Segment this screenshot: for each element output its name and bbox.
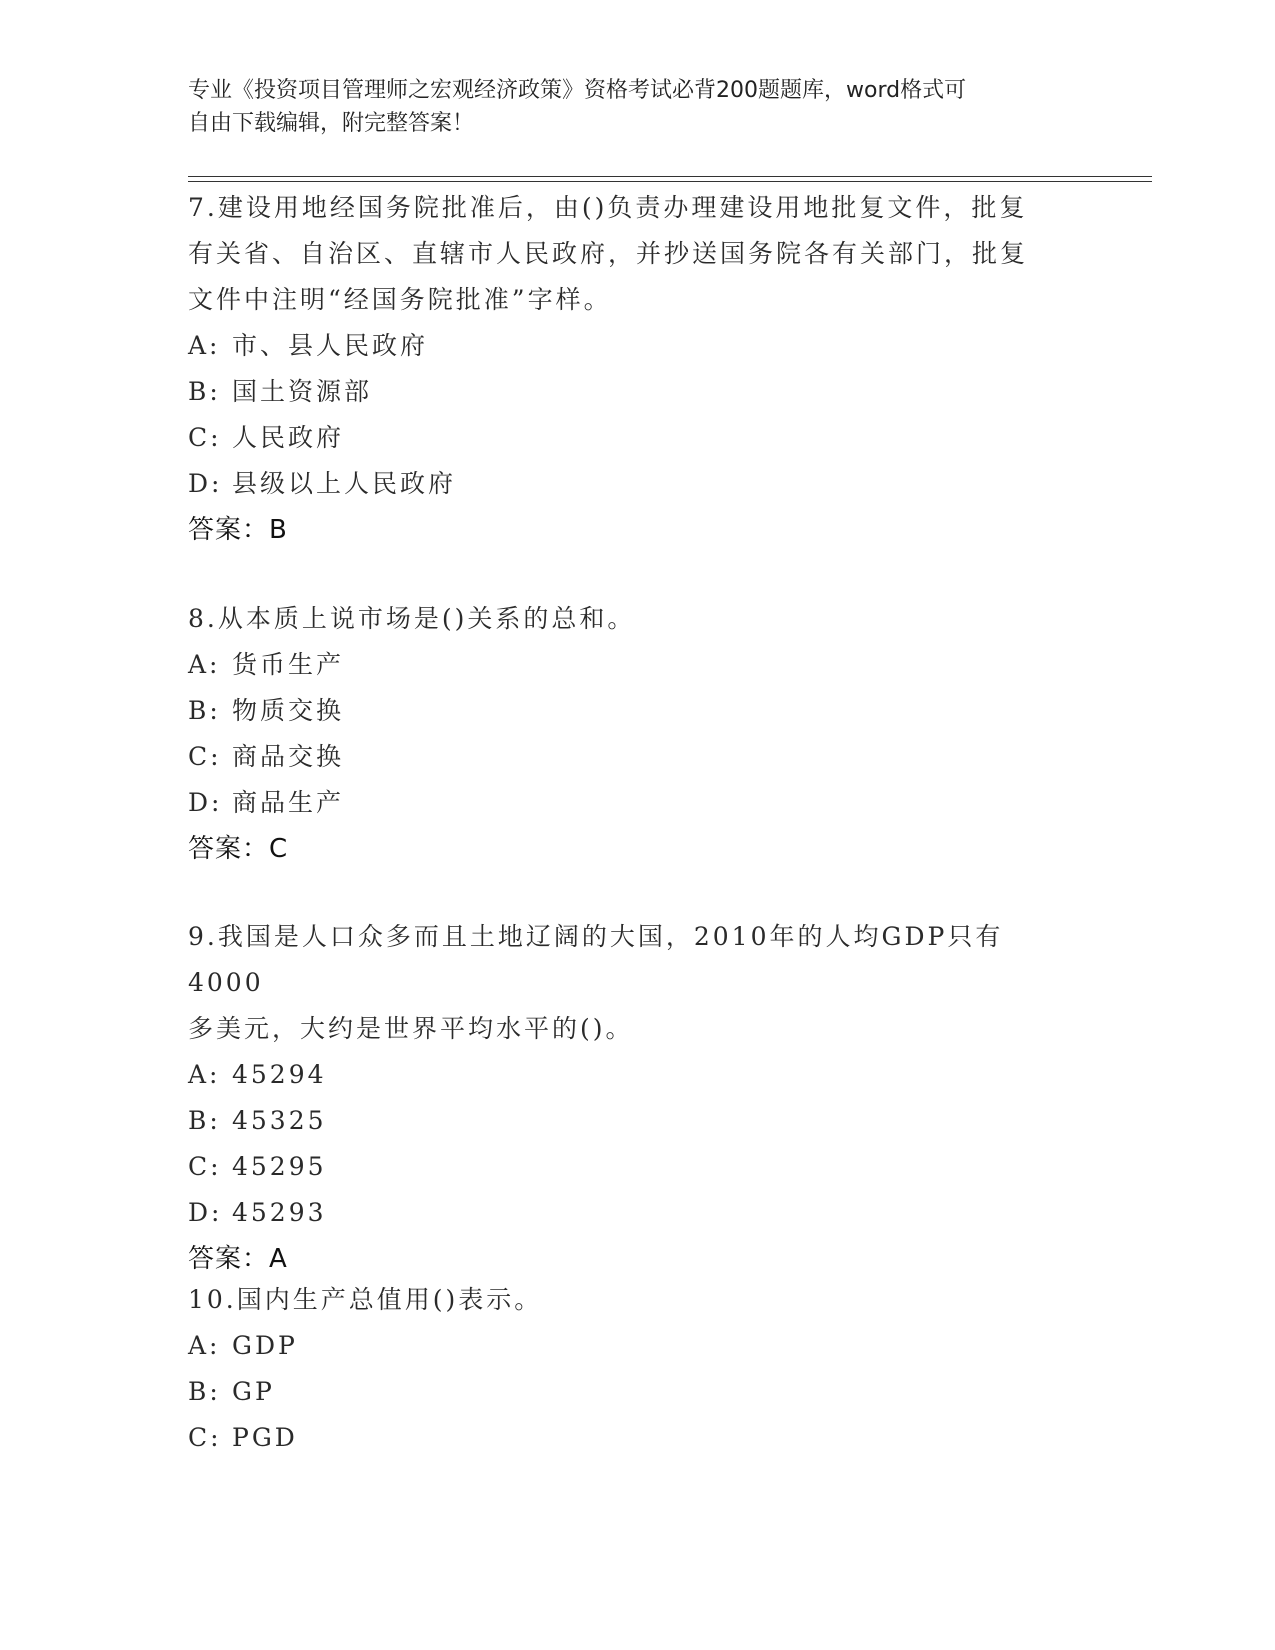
document-header xyxy=(188,74,1088,140)
header-divider-top xyxy=(188,176,1152,177)
option-letter: A: xyxy=(188,1060,221,1089)
option-c xyxy=(188,415,1068,461)
answer-label: 答案：A xyxy=(188,1244,288,1274)
option-letter: A: xyxy=(188,331,221,360)
question-stem-line: 有关省、自治区、直辖市人民政府，并抄送国务院各有关部门，批复 xyxy=(188,239,1029,268)
option-a xyxy=(188,642,1068,688)
option-a xyxy=(188,323,1068,369)
header-line-1: 专业《投资项目管理师之宏观经济政策》资格考试必背200题题库，word格式可 xyxy=(188,78,967,103)
question-9 xyxy=(188,914,1068,1282)
option-text: 商品生产 xyxy=(232,788,345,817)
option-text: GDP xyxy=(232,1331,298,1360)
question-stem-line: 8.从本质上说市场是()关系的总和。 xyxy=(188,604,636,633)
option-b xyxy=(188,688,1068,734)
option-c xyxy=(188,1415,1068,1461)
option-letter: D: xyxy=(188,469,223,498)
question-stem-line: 多美元，大约是世界平均水平的()。 xyxy=(188,1014,634,1043)
option-text: 货币生产 xyxy=(232,650,345,679)
option-letter: B: xyxy=(188,1106,221,1135)
option-text: 商品交换 xyxy=(232,742,345,771)
option-c xyxy=(188,1144,1068,1190)
option-letter: B: xyxy=(188,696,221,725)
question-10 xyxy=(188,1277,1068,1461)
option-text: 物质交换 xyxy=(232,696,345,725)
option-letter: C: xyxy=(188,1423,222,1452)
option-b xyxy=(188,369,1068,415)
option-letter: A: xyxy=(188,650,221,679)
question-stem-line: 9.我国是人口众多而且土地辽阔的大国，2010年的人均GDP只有4000 xyxy=(188,922,1004,997)
option-text: GP xyxy=(232,1377,275,1406)
option-text: 45325 xyxy=(232,1106,327,1135)
header-divider-bottom xyxy=(188,181,1152,182)
option-d xyxy=(188,461,1068,507)
option-text: 45293 xyxy=(232,1198,327,1227)
question-stem-line: 10.国内生产总值用()表示。 xyxy=(188,1285,543,1314)
option-b xyxy=(188,1098,1068,1144)
option-b xyxy=(188,1369,1068,1415)
option-letter: B: xyxy=(188,377,221,406)
option-letter: D: xyxy=(188,788,223,817)
answer-label: 答案：C xyxy=(188,834,289,864)
option-a xyxy=(188,1052,1068,1098)
option-text: 县级以上人民政府 xyxy=(232,469,457,498)
option-text: 45294 xyxy=(232,1060,327,1089)
option-text: 市、县人民政府 xyxy=(232,331,429,360)
question-8 xyxy=(188,596,1068,872)
option-text: PGD xyxy=(232,1423,298,1452)
question-stem-line: 文件中注明“经国务院批准”字样。 xyxy=(188,285,612,314)
option-c xyxy=(188,734,1068,780)
option-letter: A: xyxy=(188,1331,221,1360)
option-letter: D: xyxy=(188,1198,223,1227)
option-letter: C: xyxy=(188,1152,222,1181)
option-letter: B: xyxy=(188,1377,221,1406)
option-text: 45295 xyxy=(232,1152,327,1181)
option-letter: C: xyxy=(188,423,222,452)
option-d xyxy=(188,1190,1068,1236)
question-stem-line: 7.建设用地经国务院批准后，由()负责办理建设用地批复文件，批复 xyxy=(188,193,1028,222)
option-text: 国土资源部 xyxy=(232,377,373,406)
answer-label: 答案：B xyxy=(188,515,288,545)
question-7 xyxy=(188,185,1068,553)
header-line-2: 自由下载编辑，附完整答案！ xyxy=(188,111,475,136)
option-letter: C: xyxy=(188,742,222,771)
option-text: 人民政府 xyxy=(232,423,345,452)
option-a xyxy=(188,1323,1068,1369)
option-d xyxy=(188,780,1068,826)
